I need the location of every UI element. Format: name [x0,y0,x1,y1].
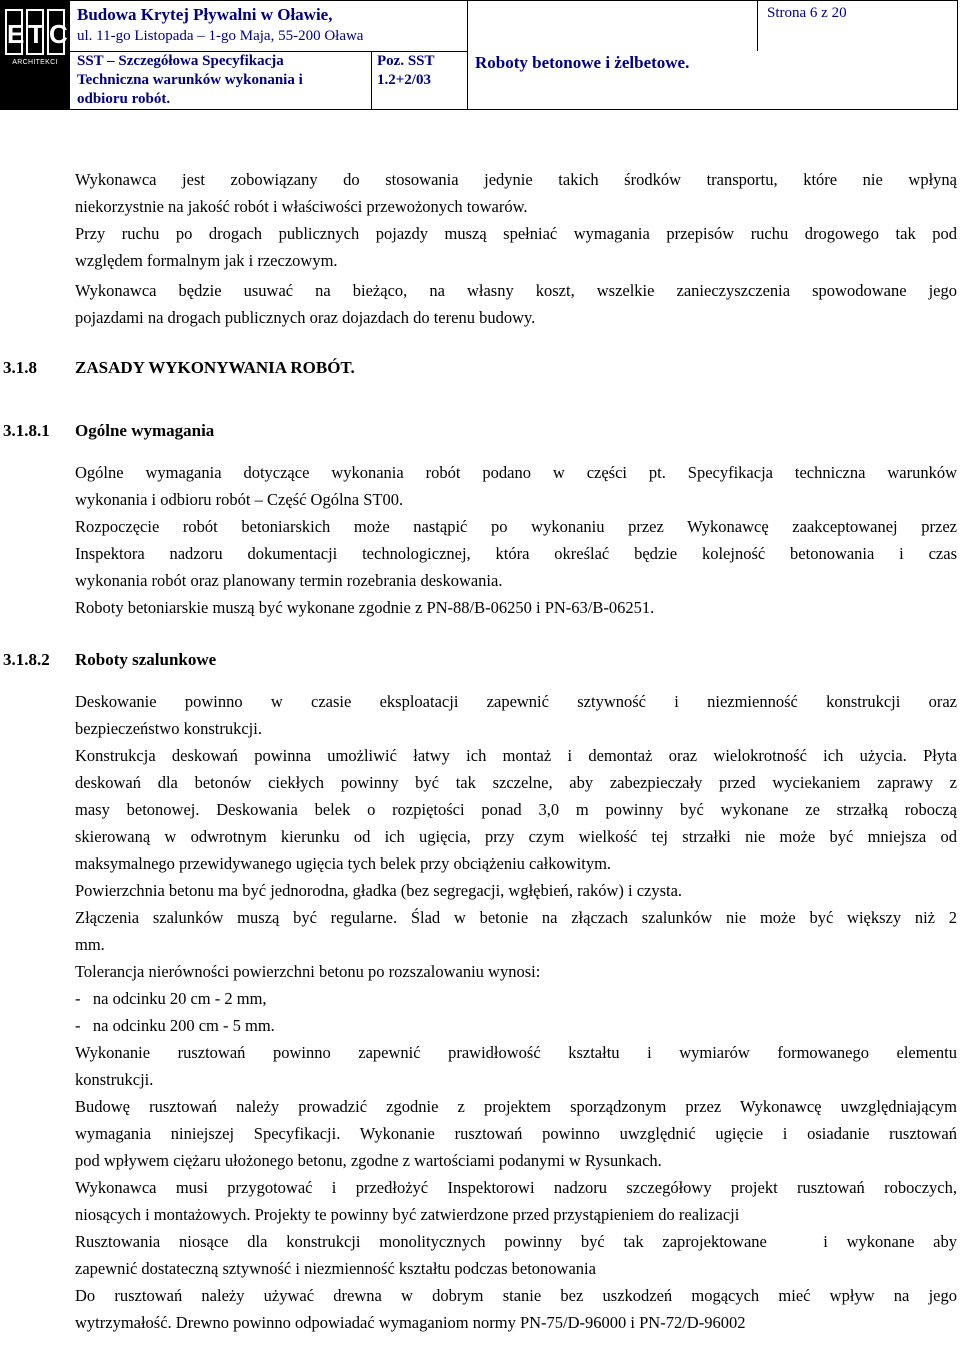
text-line: niekorzystnie na jakość robót i właściwości przewożonych towarów. [75,197,528,216]
text-line: Budowę rusztowań należy prowadzić zgodnie z projektem sporządzonym przez Wykonawcę uwzględniającym [75,1097,957,1116]
text-line: Przy ruchu po drogach publicznych pojazdy muszą spełniać wymagania przepisów ruchu drogowego tak pod [75,224,957,243]
text-line: skierowaną w odwrotnym kierunku od ich ugięcia, przy czym wielkość tej strzałki nie może być mniejsza od [75,827,957,846]
section-general-requirements [75,459,957,621]
text-line: Inspektora nadzoru dokumentacji technologicznej, która określać będzie kolejność betonowania i czas [75,544,957,563]
text-line: Tolerancja nierówności powierzchni betonu po rozszalowaniu wynosi: [75,962,541,981]
text-line: Do rusztowań należy używać drewna w dobrym stanie bez uszkodzeń mogących mieć wpływ na jego [75,1286,957,1305]
text-line: względem formalnym jak i rzeczowym. [75,251,338,270]
text-line: niosących i montażowych. Projekty te powinny być zatwierdzone przed przystąpieniem do realizacji [75,1205,740,1224]
header-divider [69,51,467,52]
header-spec-line1: SST – Szczegółowa Specyfikacja [77,53,284,69]
section-heading-3-1-8-1 [3,421,214,441]
text-line: bezpieczeństwo konstrukcji. [75,719,262,738]
paragraph-public-roads [75,220,957,274]
header-section-title: Roboty betonowe i żelbetowe. [475,53,690,72]
text-line: mm. [75,935,105,954]
page-number: Strona 6 z 20 [767,5,847,21]
text-line: wymagania niniejszej Specyfikacji. Wykonanie rusztowań powinno uwzględnić ugięcie i osiadanie rusztowań [75,1124,957,1143]
logo-subtitle: ARCHITEKCI [12,59,58,66]
text-line: - na odcinku 20 cm - 2 mm, [75,989,267,1008]
text-line: wykonania robót oraz planowany termin rozebrania deskowania. [75,571,503,590]
header-spec-line2: Techniczna warunków wykonania i [77,72,303,88]
heading-text: ZASADY WYKONYWANIA ROBÓT. [75,358,355,377]
text-line: Rusztowania niosące dla konstrukcji monolitycznych powinny być tak zaprojektowane i wykonane aby [75,1232,957,1251]
text-line: wytrzymałość. Drewno powinno odpowiadać wymaganiom normy PN-75/D-96000 i PN-72/D-96002 [75,1313,746,1332]
heading-text: Roboty szalunkowe [75,650,217,669]
text-line: - na odcinku 200 cm - 5 mm. [75,1016,275,1035]
logo-letters: E T C [5,7,65,57]
text-line: Złączenia szalunków muszą być regularne. Ślad w betonie na złączach szalunków nie może być większy niż 2 [75,908,957,927]
header-pos-line2: 1.2+2/03 [377,72,431,88]
text-line: Wykonawca musi przygotować i przedłożyć Inspektorowi nadzoru szczegółowy projekt rusztowań roboczych, [75,1178,957,1197]
text-line: pod wpływem ciężaru ułożonego betonu, zgodne z wartościami podanymi w Rysunkach. [75,1151,662,1170]
text-line: deskowań dla betonów ciekłych powinny być tak szczelne, aby zabezpieczały przed wyciekaniem zaprawy z [75,773,957,792]
heading-number: 3.1.8.1 [3,421,50,440]
header-col-divider-2 [467,1,468,109]
heading-number: 3.1.8 [3,358,37,377]
header-pos-line1: Poz. SST [377,53,435,69]
heading-number: 3.1.8.2 [3,650,50,669]
text-line: maksymalnego przewidywanego ugięcia tych belek przy obciążeniu całkowitym. [75,854,612,873]
paragraph-cleaning [75,277,957,331]
text-line: Rozpoczęcie robót betoniarskich może nastąpić po wykonaniu przez Wykonawcę zaakceptowanej przez [75,517,957,536]
header-company-line2: ul. 11-go Listopada – 1-go Maja, 55-200 Oława [77,28,364,44]
text-line: Powierzchnia betonu ma być jednorodna, gładka (bez segregacji, wgłębień, raków) i czysta. [75,881,683,900]
text-line: pojazdami na drogach publicznych oraz dojazdach do terenu budowy. [75,308,536,327]
text-line: wykonania i odbioru robót – Część Ogólna ST00. [75,490,404,509]
company-logo [1,1,70,109]
paragraph-transport [75,166,957,220]
text-line: Roboty betoniarskie muszą być wykonane zgodnie z PN-88/B-06250 i PN-63/B-06251. [75,598,655,617]
text-line: Wykonawca jest zobowiązany do stosowania jedynie takich środków transportu, które nie wpłyną [75,170,957,189]
header-company-line1: Budowa Krytej Pływalni w Oławie, [77,5,333,24]
section-heading-3-1-8-2 [3,650,216,670]
text-line: Deskowanie powinno w czasie eksploatacji zapewnić sztywność i niezmienność konstrukcji oraz [75,692,957,711]
text-line: Ogólne wymagania dotyczące wykonania robót podano w części pt. Specyfikacja techniczna warunków [75,463,957,482]
text-line: Wykonanie rusztowań powinno zapewnić prawidłowość kształtu i wymiarów formowanego elementu [75,1043,957,1062]
section-formwork [75,688,957,1336]
text-line: konstrukcji. [75,1070,154,1089]
text-line: Konstrukcja deskowań powinna umożliwić łatwy ich montaż i demontaż oraz wielokrotność ich użycia. Płyta [75,746,957,765]
text-line: masy betonowej. Deskowania belek o rozpiętości ponad 3,0 m powinny być wykonane ze strzałką roboczą [75,800,957,819]
header-spec-line3: odbioru robót. [77,91,171,107]
header-col-divider-1 [371,51,372,109]
text-line: Wykonawca będzie usuwać na bieżąco, na własny koszt, wszelkie zanieczyszczenia spowodowane jego [75,281,957,300]
heading-text: Ogólne wymagania [75,421,215,440]
document-header [0,0,958,110]
text-line: zapewnić dostateczną sztywność i niezmienność kształtu podczas betonowania [75,1259,596,1278]
header-col-divider-3 [757,1,758,51]
section-heading-3-1-8 [3,358,355,378]
